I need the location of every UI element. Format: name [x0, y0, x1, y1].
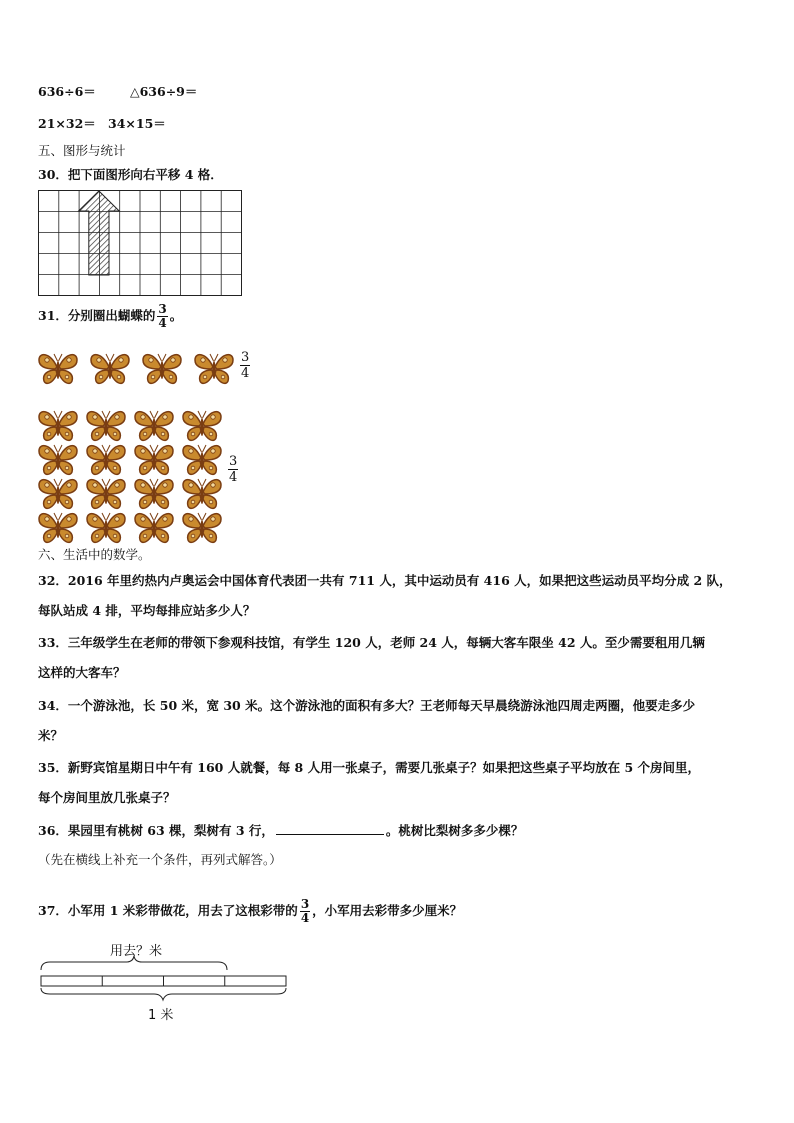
butterfly-icon — [142, 350, 182, 388]
q32-line1: 32．2016 年里约热内卢奥运会中国体育代表团一共有 711 人，其中运动员有 416 人，如果把这些运动员平均分成 2 队， — [38, 573, 732, 588]
translation-grid — [38, 190, 243, 297]
butterfly-group-1 — [38, 350, 234, 388]
butterfly-icon — [38, 509, 78, 547]
butterfly-icon — [86, 407, 126, 445]
butterfly-icon — [134, 509, 174, 547]
butterfly-icon — [38, 407, 78, 445]
q37-frac-den: 4 — [300, 911, 310, 925]
q37-prefix: 37．小军用 1 米彩带做花，用去了这根彩带的 — [38, 903, 298, 918]
q36-line — [38, 822, 523, 839]
q33-line2: 这样的大客车？ — [38, 665, 126, 680]
butterfly-icon — [194, 350, 234, 388]
butterfly-icon — [182, 407, 222, 445]
q31-frac-num: 3 — [158, 302, 167, 316]
calc-2b: 34×15＝ — [108, 116, 166, 131]
q31-line — [38, 303, 182, 330]
butterfly-icon — [86, 509, 126, 547]
section-6-title: 六、生活中的数学。 — [38, 547, 151, 562]
section-5-title: 五、图形与统计 — [38, 143, 126, 158]
q35-line2: 每个房间里放几张桌子？ — [38, 790, 176, 805]
group1-fraction — [240, 350, 250, 381]
butterfly-row — [38, 475, 222, 509]
q31-suffix: 。 — [169, 308, 183, 323]
butterfly-icon — [86, 441, 126, 479]
butterfly-icon — [134, 407, 174, 445]
arrow-shape — [79, 191, 120, 275]
q34-line2: 米？ — [38, 728, 64, 743]
q36-suffix: 。桃树比梨树多多少棵？ — [385, 823, 524, 838]
butterfly-icon — [182, 441, 222, 479]
q37-fraction — [300, 898, 310, 925]
q37-frac-num: 3 — [300, 897, 310, 911]
q36-note: （先在横线上补充一个条件，再列式解答。） — [38, 852, 282, 867]
calc-1a: 636÷6＝ — [38, 84, 96, 99]
q37-line — [38, 898, 462, 925]
butterfly-icon — [134, 441, 174, 479]
ribbon-used-label: 用去？米 — [110, 944, 163, 959]
butterfly-row — [38, 509, 222, 543]
q30-text: 30．把下面图形向右平移 4 格． — [38, 167, 223, 182]
q31-prefix: 31．分别圈出蝴蝶的 — [38, 308, 156, 323]
q37-suffix: ，小军用去彩带多少厘米？ — [312, 903, 463, 918]
q36-prefix: 36．果园里有桃树 63 棵，梨树有 3 行， — [38, 823, 274, 838]
q33-line1: 33．三年级学生在老师的带领下参观科技馆，有学生 120 人，老师 24 人，每辆大客车限坐 42 人。至少需要租用几辆 — [38, 635, 705, 650]
q34-line1: 34．一个游泳池，长 50 米，宽 30 米。这个游泳池的面积有多大？王老师每天早晨绕游泳池四周走两圈，他要走多少 — [38, 698, 696, 713]
butterfly-icon — [86, 475, 126, 513]
butterfly-row — [38, 441, 222, 475]
group2-fraction — [228, 454, 238, 485]
q35-line1: 35．新野宾馆星期日中午有 160 人就餐，每 8 人用一张桌子，需要几张桌子？如果把这些桌子平均放在 5 个房间里， — [38, 760, 700, 775]
q31-frac-den: 4 — [158, 316, 167, 330]
calc-2a: 21×32＝ — [38, 116, 96, 131]
butterfly-icon — [134, 475, 174, 513]
ribbon-total-label: 1 米 — [148, 1008, 174, 1023]
group2-frac-den: 4 — [229, 470, 238, 485]
butterfly-icon — [90, 350, 130, 388]
calc-1b: △636÷9＝ — [130, 84, 198, 99]
butterfly-icon — [38, 350, 78, 388]
butterfly-icon — [38, 441, 78, 479]
q31-fraction — [157, 303, 167, 330]
q32-line2: 每队站成 4 排，平均每排应站多少人？ — [38, 603, 256, 618]
butterfly-icon — [182, 475, 222, 513]
butterfly-icon — [38, 475, 78, 513]
butterfly-group-2 — [38, 407, 222, 543]
group1-frac-num: 3 — [241, 350, 250, 365]
group2-frac-num: 3 — [229, 454, 238, 469]
group1-frac-den: 4 — [241, 366, 250, 381]
butterfly-row — [38, 407, 222, 441]
butterfly-icon — [182, 509, 222, 547]
ribbon-diagram — [38, 936, 290, 1008]
q36-answer-blank[interactable] — [276, 822, 384, 835]
